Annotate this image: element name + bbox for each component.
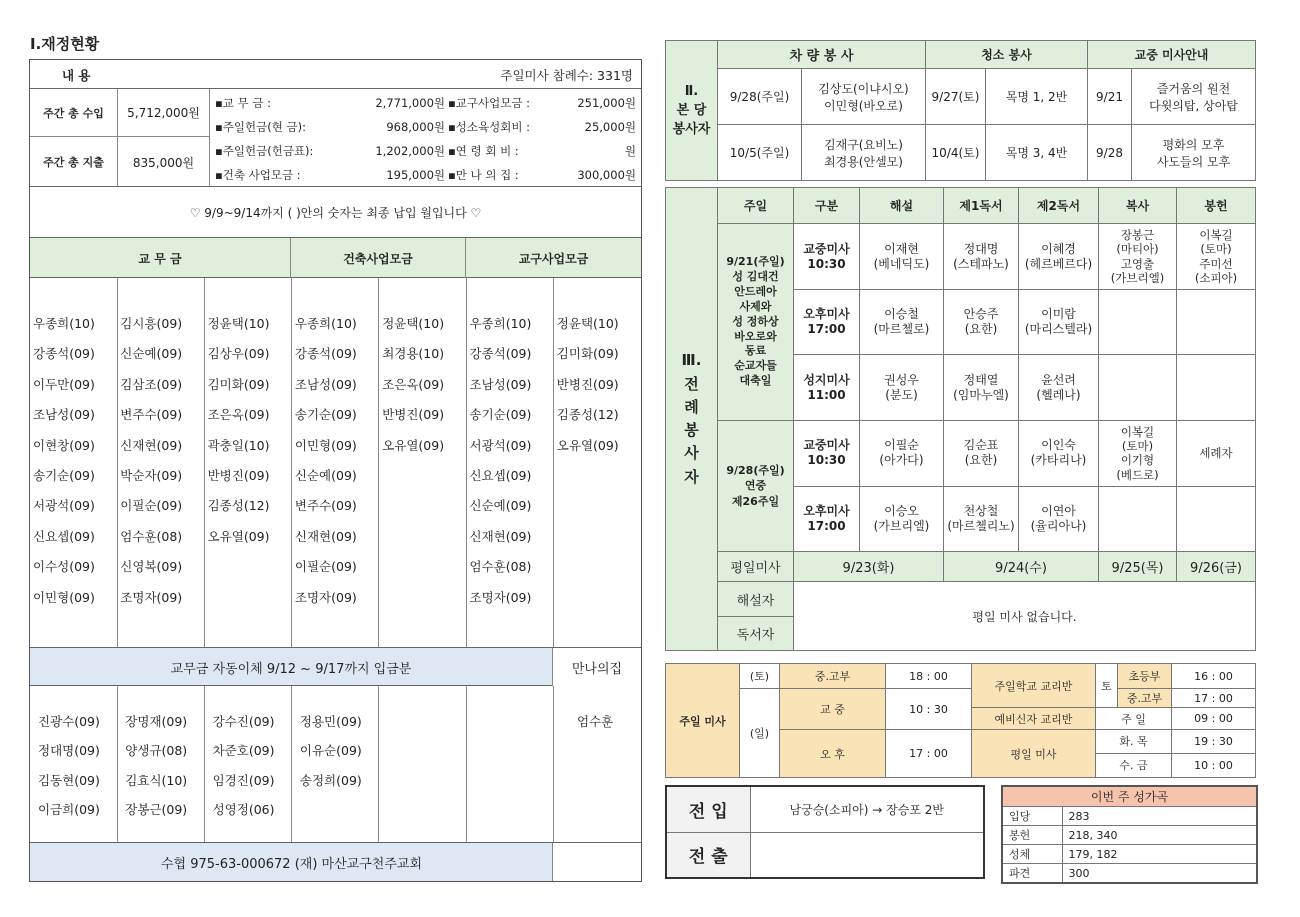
liturgy-volunteer: 이복길 (토마) 이기형 (베드로) — [1099, 421, 1177, 487]
sun-label: (일) — [740, 689, 780, 778]
auto-transfer-head: 교무금 자동이체 9/12 ~ 9/17까지 입금분 — [30, 648, 553, 686]
finance-item-label: ▪주일헌금(현 금): — [215, 120, 306, 134]
finance-item-value: 300,000원 — [577, 168, 636, 182]
mass-kind: 오후미사 17:00 — [794, 486, 860, 552]
liturgy-volunteer: 장봉근 (마티아) 고영출 (가브리엘) — [1099, 224, 1177, 290]
page-title: Ⅰ.재정현황 — [30, 35, 100, 53]
donor-name: 최경용(10) — [382, 346, 445, 362]
donor-name: 조남성(09) — [33, 407, 95, 423]
auto-transfer-name: 장봉근(09) — [125, 801, 188, 817]
auto-transfer-name: 차준호(09) — [212, 743, 275, 759]
donor-name: 김시흥(09) — [120, 316, 183, 331]
liturgy-volunteer: 권성우 (분도) — [860, 355, 944, 421]
donor-name: 조명자(09) — [120, 589, 183, 605]
car-driver: 최경용(안셀모) — [824, 154, 903, 169]
liturgy-volunteer: 윤선려 (헬레나) — [1019, 355, 1099, 421]
donor-name: 오유열(09) — [207, 528, 270, 544]
donor-name: 정윤택(10) — [382, 316, 445, 331]
liturgy-volunteer: 안승주 (요한) — [944, 289, 1019, 355]
donor-name: 오유열(09) — [556, 437, 619, 453]
elementary-label: 초등부 — [1118, 664, 1172, 689]
auto-transfer-name: 강수진(09) — [212, 714, 275, 729]
sunday-school-label: 주일학교 교리반 — [972, 664, 1096, 708]
donor-name: 송기순(09) — [469, 407, 532, 423]
liturgy-volunteer: 이승철 (마르첼로) — [860, 289, 944, 355]
car-driver: 이민형(바오로) — [824, 98, 903, 113]
sat-short: 토 — [1096, 664, 1118, 708]
mass-kind: 교중미사 10:30 — [794, 421, 860, 487]
donation-heads — [30, 238, 641, 278]
income-label: 주간 총 수입 — [30, 89, 118, 137]
car-date-2: 10/5(주일) — [718, 125, 802, 181]
weekday-mass-label: 평일미사 — [718, 552, 794, 582]
clean-date-2: 10/4(토) — [926, 125, 986, 181]
donor-name: 서광석(09) — [33, 498, 95, 514]
liturgy-volunteer: 천상철 (마르첼리노) — [944, 486, 1019, 552]
finance-item-value: 원 — [624, 144, 636, 158]
finance-item-value: 25,000원 — [584, 120, 636, 134]
finance-item-label: ▪성소육성회비 : — [448, 120, 530, 134]
finance-header-row — [30, 60, 641, 89]
sunday-9-21: 9/21(주일) 성 김대건 안드레아 사제와 성 정하상 바오로와 동료 순교자들 대축일 — [718, 224, 794, 421]
donor-name: 정윤택(10) — [556, 316, 619, 331]
donor-name: 변주수(09) — [120, 407, 183, 423]
hymn-part: 봉헌 — [1002, 826, 1062, 845]
guide-date-2: 9/28 — [1088, 125, 1132, 181]
head-diocese: 교구사업모금 — [518, 251, 589, 266]
middle-high-label: 중.고부 — [1118, 689, 1172, 708]
donor-name: 송기순(09) — [33, 468, 95, 483]
attendance-count: 주일미사 참례수: 331명 — [500, 68, 633, 83]
sunday-9-28: 9/28(주일) 연중 제26주일 — [718, 421, 794, 552]
hymn-table — [1001, 785, 1258, 884]
donor-name: 이민형(09) — [33, 589, 95, 605]
donor-name: 신영복(09) — [120, 559, 183, 575]
finance-summary — [30, 89, 641, 187]
finance-item-label: ▪건축 사업모금 : — [215, 168, 301, 182]
auto-transfer-name: 송정희(09) — [299, 772, 362, 788]
sat-label: (토) — [740, 664, 780, 689]
weekday-commentator-label: 해설자 — [718, 582, 794, 616]
weekday-time-1: 19 : 30 — [1172, 730, 1255, 754]
auto-transfer-name: 정대명(09) — [38, 743, 100, 759]
payment-notice: ♡ 9/9~9/14까지 ( )안의 숫자는 최종 납입 월입니다 ♡ — [30, 187, 641, 238]
liturgy-volunteer: 이복길 (토마) 주미선 (소피아) — [1177, 224, 1256, 290]
mass-kind: 성지미사 11:00 — [794, 355, 860, 421]
finance-item-value: 968,000원 — [386, 120, 445, 134]
donor-name: 신재현(09) — [294, 528, 357, 544]
donor-name: 조은옥(09) — [207, 407, 270, 423]
finance-items-right — [448, 91, 636, 187]
main-mass: 교 중 — [780, 689, 886, 730]
donor-name: 반병진(09) — [207, 468, 270, 483]
bank-account: 수협 975-63-000672 (재) 마산교구천주교회 — [160, 856, 423, 872]
donor-name: 이필순(09) — [120, 498, 183, 514]
guide-date-1: 9/21 — [1088, 69, 1132, 125]
liturgy-table — [665, 187, 1256, 651]
weekday-mass-label: 평일 미사 — [972, 730, 1096, 778]
donor-name: 조은옥(09) — [382, 376, 445, 392]
donor-name: 김삼조(09) — [120, 376, 183, 392]
finance-item — [215, 139, 445, 163]
head-gyomugeum: 교 무 금 — [30, 238, 291, 278]
liturgy-volunteer: 정대명 (스테파노) — [944, 224, 1019, 290]
donor-name: 신순예(09) — [294, 468, 357, 483]
clean-group-2: 목명 3, 4반 — [986, 125, 1088, 181]
head-building: 건축사업모금 — [291, 238, 466, 278]
auto-transfer-name: 임경진(09) — [212, 772, 275, 788]
auto-transfer-name: 장명재(09) — [125, 714, 188, 729]
weekday-days-2: 수. 금 — [1119, 759, 1148, 772]
finance-item — [448, 115, 636, 139]
car-driver: 김상도(이냐시오) — [818, 81, 909, 96]
auto-transfer-list — [30, 686, 641, 843]
transfer-table — [665, 785, 985, 879]
parish-volunteers-table — [665, 40, 1256, 181]
expense-value: 835,000원 — [118, 137, 210, 187]
donor-name: 김종성(12) — [207, 498, 270, 514]
finance-item — [448, 163, 636, 187]
finance-item-label: ▪교구사업모금 : — [448, 96, 530, 110]
clean-date-1: 9/27(토) — [926, 69, 986, 125]
donor-name: 정윤택(10) — [207, 316, 270, 331]
clean-group-1: 목명 1, 2반 — [986, 69, 1088, 125]
donor-name: 조남성(09) — [294, 376, 357, 392]
donor-name: 서광석(09) — [469, 437, 532, 453]
donor-list — [30, 278, 641, 648]
liturgy-volunteer: 이혜경 (헤르베르다) — [1019, 224, 1099, 290]
mass-guide-head: 교중 미사안내 — [1088, 41, 1256, 69]
donor-name: 엄수훈(08) — [469, 559, 532, 575]
evening-mass: 오 후 — [780, 730, 886, 778]
finance-table — [29, 59, 642, 882]
donor-name: 조남성(09) — [469, 376, 532, 392]
liturgy-volunteer: 세례자 — [1177, 421, 1256, 487]
donor-name: 이두만(09) — [33, 376, 95, 392]
head-kind: 구분 — [794, 188, 860, 224]
car-driver: 김재구(요비노) — [824, 137, 903, 152]
liturgy-side: Ⅲ. 전 례 봉 사 자 — [666, 188, 718, 651]
account-row — [30, 843, 553, 881]
head-day: 주일 — [718, 188, 794, 224]
hymn-title: 이번 주 성가곡 — [1002, 786, 1257, 807]
auto-transfer-head-row — [30, 648, 641, 686]
sunday-mass-label: 주일 미사 — [666, 664, 740, 778]
catechumen-time: 09 : 00 — [1172, 708, 1256, 730]
donor-name: 오유열(09) — [382, 437, 445, 453]
hymn-part: 성체 — [1002, 845, 1062, 864]
auto-transfer-name: 이금희(09) — [38, 801, 100, 817]
head-reading2: 제2독서 — [1019, 188, 1099, 224]
finance-item-value: 2,771,000원 — [375, 96, 445, 110]
liturgy-volunteer: 이재현 (베네딕도) — [860, 224, 944, 290]
youth-mass-time: 18 : 00 — [886, 664, 972, 689]
donor-name: 엄수훈(08) — [120, 528, 183, 544]
donor-name: 김종성(12) — [556, 407, 619, 423]
liturgy-volunteer — [1177, 289, 1256, 355]
finance-item — [448, 139, 636, 163]
donor-name: 김미화(09) — [556, 346, 619, 362]
finance-item — [215, 91, 445, 115]
finance-items-left — [215, 91, 445, 187]
main-mass-time: 10 : 30 — [886, 689, 972, 730]
donor-name: 반병진(09) — [382, 407, 445, 423]
auto-transfer-name: 진광수(09) — [38, 714, 100, 729]
auto-transfer-name: 김효식(10) — [125, 772, 188, 788]
donor-name: 우종희(10) — [469, 316, 532, 331]
hymn-numbers: 179, 182 — [1062, 845, 1257, 864]
liturgy-volunteer: 이연아 (율리아나) — [1019, 486, 1099, 552]
transfer-in-label: 전 입 — [666, 786, 750, 832]
catechumen-day: 주 일 — [1096, 708, 1172, 730]
manna-head: 만나의집 — [553, 648, 641, 686]
finance-item-value: 251,000원 — [577, 96, 636, 110]
liturgy-volunteer: 이미람 (마리스텔라) — [1019, 289, 1099, 355]
auto-transfer-name: 성영정(06) — [212, 801, 275, 817]
finance-item — [215, 163, 445, 187]
evening-mass-time: 17 : 00 — [886, 730, 972, 778]
weekday-date: 9/23(화) — [794, 552, 944, 582]
head-reading1: 제1독서 — [944, 188, 1019, 224]
donor-name: 이현창(09) — [33, 437, 95, 453]
donor-name: 곽충일(10) — [207, 437, 270, 453]
mass-kind: 오후미사 17:00 — [794, 289, 860, 355]
finance-item-value: 195,000원 — [386, 168, 445, 182]
weekday-time-2: 10 : 00 — [1194, 759, 1233, 772]
elementary-time: 16 : 00 — [1172, 664, 1256, 689]
donor-name: 변주수(09) — [294, 498, 357, 514]
guide-text: 다윗의탑, 상아탑 — [1149, 98, 1238, 113]
finance-item-label: ▪주일헌금(헌금표): — [215, 144, 314, 158]
liturgy-volunteer: 정태열 (임마누엘) — [944, 355, 1019, 421]
cleaning-head: 청소 봉사 — [926, 41, 1088, 69]
liturgy-volunteer: 이인숙 (카타리나) — [1019, 421, 1099, 487]
weekday-reader-label: 독서자 — [718, 616, 794, 650]
manna-name: 엄수훈 — [577, 714, 614, 729]
donor-name: 김상우(09) — [207, 346, 270, 362]
weekday-note: 평일 미사 없습니다. — [794, 582, 1256, 651]
liturgy-volunteer: 이필순 (아가다) — [860, 421, 944, 487]
transfer-out-value — [750, 832, 984, 878]
liturgy-volunteer — [1099, 486, 1177, 552]
donor-name: 강종석(09) — [294, 346, 357, 362]
expense-label: 주간 총 지출 — [30, 137, 118, 187]
catechumen-label: 예비신자 교리반 — [972, 708, 1096, 730]
hymn-numbers: 283 — [1062, 807, 1257, 826]
liturgy-volunteer: 김순표 (요한) — [944, 421, 1019, 487]
content-label: 내 용 — [62, 68, 91, 83]
weekday-date: 9/24(수) — [944, 552, 1099, 582]
finance-item-value: 1,202,000원 — [375, 144, 445, 158]
weekday-date: 9/25(목) — [1099, 552, 1177, 582]
auto-transfer-name: 양생규(08) — [125, 743, 188, 759]
donor-name: 송기순(09) — [294, 407, 357, 423]
donor-name: 강종석(09) — [33, 346, 95, 362]
mass-schedule-table — [665, 663, 1256, 778]
donor-name: 우종희(10) — [33, 316, 95, 331]
hymn-numbers: 218, 340 — [1062, 826, 1257, 845]
mass-kind: 교중미사 10:30 — [794, 224, 860, 290]
liturgy-volunteer: 이승오 (가브리엘) — [860, 486, 944, 552]
car-date-1: 9/28(주일) — [718, 69, 802, 125]
income-value: 5,712,000원 — [118, 89, 210, 137]
youth-mass: 중.고부 — [780, 664, 886, 689]
donor-name: 이민형(09) — [294, 437, 357, 453]
donor-name: 조명자(09) — [294, 589, 357, 605]
auto-transfer-name: 김동현(09) — [38, 772, 100, 788]
volunteers-side: Ⅱ. 본 당 봉사자 — [666, 41, 718, 181]
transfer-out-label: 전 출 — [666, 832, 750, 878]
head-server: 복사 — [1099, 188, 1177, 224]
donor-name: 신순예(09) — [120, 346, 183, 362]
auto-transfer-name: 이유순(09) — [299, 743, 362, 759]
weekday-date: 9/26(금) — [1177, 552, 1256, 582]
donor-name: 박순자(09) — [120, 468, 183, 483]
car-service-head: 차 량 봉 사 — [718, 41, 926, 69]
liturgy-volunteer — [1099, 289, 1177, 355]
weekday-days-1: 화. 목 — [1096, 730, 1171, 754]
donor-name: 우종희(10) — [294, 316, 357, 331]
donor-name: 신재현(09) — [120, 437, 183, 453]
donor-name: 반병진(09) — [556, 376, 619, 392]
finance-item-label: ▪교 무 금 : — [215, 96, 271, 110]
guide-text: 평화의 모후 — [1162, 137, 1225, 152]
finance-item-label: ▪연 령 회 비 : — [448, 144, 519, 158]
head-offering: 봉헌 — [1177, 188, 1256, 224]
hymn-part: 입당 — [1002, 807, 1062, 826]
guide-text: 사도들의 모후 — [1156, 154, 1231, 169]
transfer-in-value: 남궁승(소피아) → 장승포 2반 — [750, 786, 984, 832]
donor-name: 신재현(09) — [469, 528, 532, 544]
donor-name: 신순예(09) — [469, 498, 532, 514]
donor-name: 신요셉(09) — [469, 468, 532, 483]
donor-name: 김미화(09) — [207, 376, 270, 392]
donor-name: 강종석(09) — [469, 346, 532, 362]
finance-item — [215, 115, 445, 139]
donor-name: 이수성(09) — [33, 559, 95, 575]
donor-name: 이필순(09) — [294, 559, 357, 575]
donor-name: 조명자(09) — [469, 589, 532, 605]
liturgy-volunteer — [1099, 355, 1177, 421]
head-commentary: 해설 — [860, 188, 944, 224]
finance-item-label: ▪만 나 의 집 : — [448, 168, 519, 182]
liturgy-volunteer — [1177, 355, 1256, 421]
auto-transfer-name: 정용민(09) — [299, 714, 362, 729]
middle-high-time: 17 : 00 — [1172, 689, 1256, 708]
guide-text: 즐거움의 원천 — [1156, 81, 1231, 96]
liturgy-volunteer — [1177, 486, 1256, 552]
donor-name: 신요셉(09) — [33, 528, 95, 544]
finance-item — [448, 91, 636, 115]
hymn-numbers: 300 — [1062, 864, 1257, 884]
hymn-part: 파견 — [1002, 864, 1062, 884]
